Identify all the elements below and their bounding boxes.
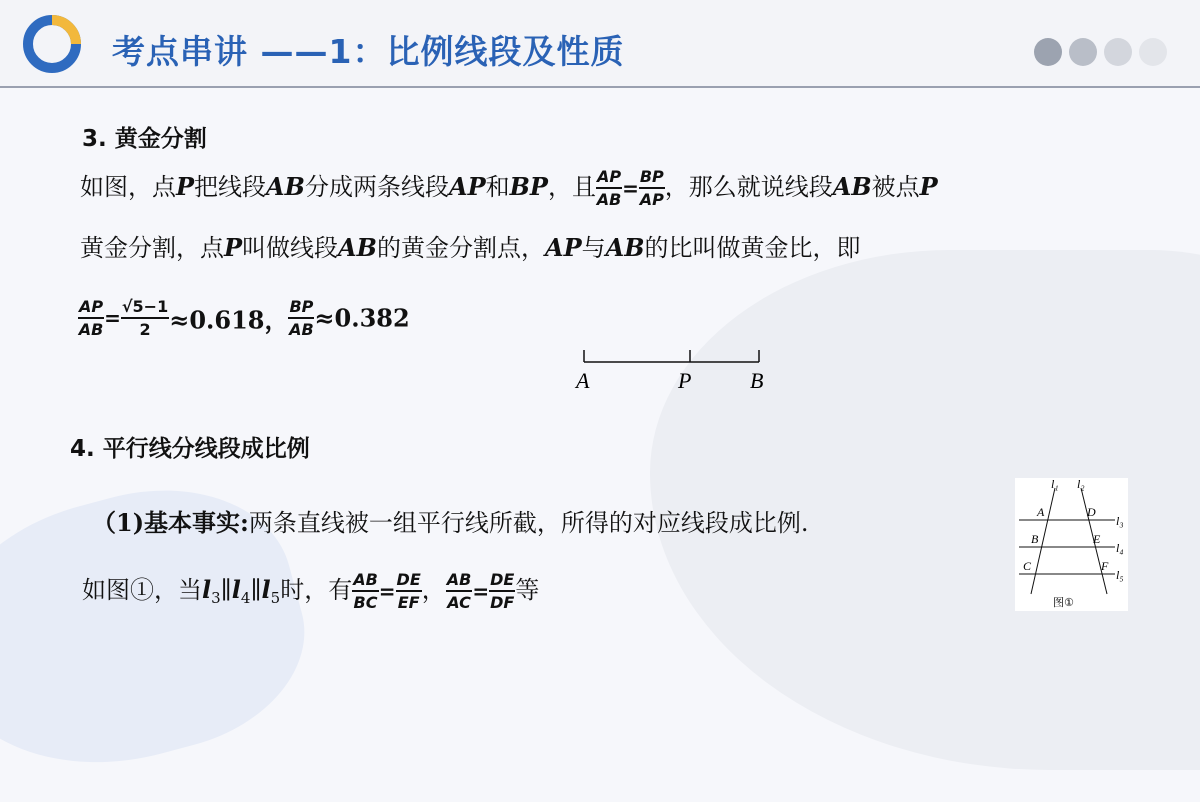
dot-icon [1034,38,1062,66]
point-label: B [1031,532,1039,546]
point-label: P [678,368,692,393]
line-label: l₄ [1116,541,1124,555]
fraction: $\frac{DE}{EF}$ [396,570,421,612]
line-label: l₁ [1051,478,1059,491]
figure-caption: 图① [1053,596,1074,609]
figure-drawing [1015,478,1128,611]
paragraph-line: 如图①，当$l_3\parallel l_4\parallel l_5$时，有 $\frac{AB}{BC}$ = $\frac{DE}{EF}$ ， $\frac{AB}{AC}$ = $\frac{DE}{DF}$ 等 [82,570,540,612]
point-label: D [1087,505,1096,519]
slide-title: 考点串讲 ——1：比例线段及性质 [112,32,625,71]
fraction: $\frac{AP}{AB}$ [78,297,104,339]
paragraph-line: 黄金分割，点P叫做线段AB的黄金分割点，AP与AB的比叫做黄金比，即 [80,233,861,262]
fraction: $\frac{AB}{BC}$ [353,570,378,612]
fraction: $\frac{AB}{AC}$ [446,570,472,612]
segment-diagram [570,340,780,396]
dot-icon [1069,38,1097,66]
fraction: $\frac{BP}{AB}$ [289,297,314,339]
dot-icon [1104,38,1132,66]
fraction: $\frac{BP}{AP}$ [639,167,664,209]
point-label: E [1093,532,1101,546]
dot-icon [1139,38,1167,66]
section-heading: 4. 平行线分线段成比例 [70,436,310,462]
point-label: A [1037,505,1045,519]
fraction: $\frac{DE}{DF}$ [490,570,515,612]
logo-icon [22,14,82,74]
fraction: $\frac{AP}{AB}$ [596,167,622,209]
line-label: l₃ [1116,514,1124,528]
golden-ratio-formula: $\frac{AP}{AB}$ = $\frac{√5-1}{2}$ ≈0.618， $\frac{BP}{AB}$ ≈0.382 [78,297,410,339]
paragraph-line: 如图，点P把线段AB分成两条线段AP和BP，且 $\frac{AP}{AB}$ = $\frac{BP}{AP}$ ，那么就说线段AB被点P [80,167,938,209]
parallel-lines-figure [1015,478,1128,611]
section-heading: 3. 黄金分割 [82,126,207,152]
line-label: l₅ [1116,568,1124,582]
point-label: A [576,368,590,393]
decorative-dots [1034,38,1167,66]
line-label: l₂ [1077,478,1085,491]
point-label: F [1101,559,1109,573]
basic-fact: （1)基本事实:两条直线被一组平行线所截，所得的对应线段成比例. [92,508,809,537]
fraction: $\frac{√5-1}{2}$ [121,297,169,339]
header-divider [0,86,1200,88]
point-label: C [1023,559,1032,573]
point-label: B [750,368,764,393]
slide-header [0,0,1200,88]
